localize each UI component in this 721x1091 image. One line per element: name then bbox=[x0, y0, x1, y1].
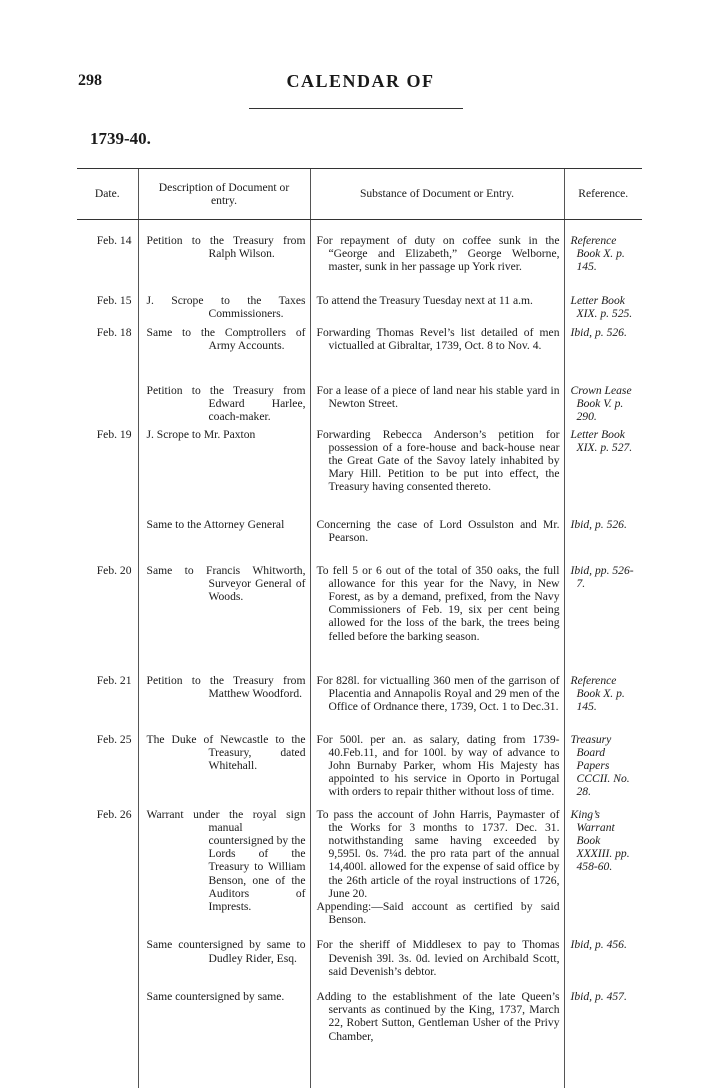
row-substance bbox=[310, 424, 564, 516]
row-reference bbox=[564, 662, 642, 723]
row-substance bbox=[310, 220, 564, 282]
table-row bbox=[77, 320, 642, 374]
row-date-text: Feb. 14 bbox=[96, 234, 132, 247]
row-description-text: Warrant under the royal sign manual countersigned by the Lords of the Treasury to William Benson, one of the Auditors of Imprests. bbox=[146, 807, 306, 913]
calendar-table bbox=[77, 168, 642, 1088]
table-row bbox=[77, 374, 642, 424]
row-substance bbox=[310, 516, 564, 554]
row-reference-text: King’s Warrant Book XXXIII. pp. 458-60. bbox=[570, 807, 630, 874]
row-substance bbox=[310, 662, 564, 723]
row-substance-text: Concerning the case of Lord Ossulston and Mr. Pearson. bbox=[316, 517, 560, 544]
row-substance bbox=[310, 320, 564, 374]
row-date bbox=[77, 978, 138, 1088]
column-header-date: Date. bbox=[77, 169, 138, 220]
row-reference-text: Letter Book XIX. p. 525. bbox=[570, 293, 633, 320]
row-reference bbox=[564, 516, 642, 554]
row-description bbox=[138, 374, 310, 424]
row-description bbox=[138, 554, 310, 662]
row-date-text: Feb. 26 bbox=[96, 807, 132, 821]
row-substance-text: For the sheriff of Middlesex to pay to Thomas Devenish 39l. 3s. 0d. levied on Archibald Scott, said Devenish’s debtor. bbox=[316, 938, 560, 978]
row-description-text: Petition to the Treasury from Ralph Wilson. bbox=[146, 234, 306, 261]
row-description-text: J. Scrope to the Taxes Commissioners. bbox=[146, 293, 306, 320]
table-row bbox=[77, 220, 642, 282]
row-reference bbox=[564, 220, 642, 282]
row-substance bbox=[310, 926, 564, 978]
row-reference bbox=[564, 282, 642, 320]
row-date-text: Feb. 20 bbox=[96, 563, 132, 577]
row-date bbox=[77, 723, 138, 808]
row-reference-text: Letter Book XIX. p. 527. bbox=[570, 427, 633, 454]
row-reference bbox=[564, 723, 642, 808]
row-description-text: Same countersigned by same. bbox=[146, 989, 285, 1003]
row-description-text: Same countersigned by same to Dudley Rider, Esq. bbox=[146, 938, 306, 965]
table-row bbox=[77, 723, 642, 808]
row-date bbox=[77, 424, 138, 516]
row-reference-text: Ibid, p. 456. bbox=[570, 938, 627, 952]
row-date bbox=[77, 926, 138, 978]
row-substance-text: For repayment of duty on coffee sunk in the “George and Elizabeth,” George Welborne, master, sunk in her passage up York river. bbox=[316, 234, 560, 274]
row-reference bbox=[564, 978, 642, 1088]
row-description bbox=[138, 808, 310, 927]
row-date-text: Feb. 21 bbox=[96, 673, 132, 687]
row-substance-text: To fell 5 or 6 out of the total of 350 oaks, the full allowance for this year for the Navy, in New Forest, as by a demand, prefixed, from the Navy Commissioners of Feb. 19, six per cent being allowed for the loss of the bark, the trees being felled before the barking season. bbox=[316, 563, 560, 643]
row-substance-text: Forwarding Rebecca Anderson’s petition for possession of a fore-house and back-house near the Great Gate of the Savoy lately inhabited by Mary Hill. Petition to be put into effect, the Treasury having consented thereto. bbox=[316, 427, 560, 494]
row-reference-text: Ibid, p. 526. bbox=[570, 325, 627, 339]
row-reference-text: Ibid, p. 526. bbox=[570, 517, 627, 531]
table-row bbox=[77, 516, 642, 554]
column-header-description: Description of Document or entry. bbox=[138, 169, 310, 220]
row-reference bbox=[564, 424, 642, 516]
row-substance-text: For a lease of a piece of land near his stable yard in Newton Street. bbox=[316, 383, 560, 411]
row-description bbox=[138, 320, 310, 374]
row-date-text: Feb. 18 bbox=[96, 325, 132, 339]
row-date bbox=[77, 220, 138, 282]
table-row bbox=[77, 662, 642, 723]
row-reference bbox=[564, 926, 642, 978]
row-substance bbox=[310, 723, 564, 808]
row-description bbox=[138, 282, 310, 320]
row-reference bbox=[564, 320, 642, 374]
row-date bbox=[77, 320, 138, 374]
row-reference bbox=[564, 808, 642, 927]
row-substance bbox=[310, 554, 564, 662]
row-description-text: Same to Francis Whitworth, Surveyor General of Woods. bbox=[146, 563, 306, 603]
table-row bbox=[77, 424, 642, 516]
table-row bbox=[77, 554, 642, 662]
row-date bbox=[77, 516, 138, 554]
row-description-text: Petition to the Treasury from Matthew Woodford. bbox=[146, 673, 306, 700]
row-reference-text: Ibid, pp. 526-7. bbox=[570, 563, 634, 590]
row-date bbox=[77, 808, 138, 927]
row-description bbox=[138, 723, 310, 808]
table-header-row bbox=[77, 169, 642, 220]
table-row bbox=[77, 282, 642, 320]
row-reference-text: Treasury Board Papers CCCII. No. 28. bbox=[570, 732, 630, 799]
column-header-reference: Reference. bbox=[564, 169, 642, 220]
row-substance-text: Adding to the establishment of the late Queen’s servants as continued by the King, 1737, March 22, Robert Sutton, Gentleman Usher of the Privy Chamber, bbox=[316, 989, 560, 1043]
row-substance-text: To attend the Treasury Tuesday next at 11 a.m. bbox=[316, 293, 533, 307]
row-substance-text: To pass the account of John Harris, Paymaster of the Works for 3 months to 1737. Dec. 31. notwithstanding same having exceeded by 9,595l. 0s. 7¼d. the pro rata part of the annual 14,400l. allowed for the expense of said office by the 26th article of the royal instructions of 1726, June 20. bbox=[316, 807, 560, 900]
row-description bbox=[138, 978, 310, 1088]
row-description bbox=[138, 220, 310, 282]
row-substance-text: For 500l. per an. as salary, dating from 1739-40.Feb.11, and for 100l. by way of advance to John Burnaby Parker, whom His Majesty has appointed to his service in Oporto in Portugal with orders to repair thither without loss of time. bbox=[316, 732, 560, 799]
row-date bbox=[77, 374, 138, 424]
row-substance bbox=[310, 808, 564, 927]
page-number: 298 bbox=[78, 72, 102, 89]
row-date-text: Feb. 19 bbox=[96, 427, 132, 441]
table-row bbox=[77, 926, 642, 978]
row-substance-text: Forwarding Thomas Revel’s list detailed of men victualled at Gibraltar, 1739, Oct. 8 to Nov. 4. bbox=[316, 325, 560, 353]
row-reference-text: Reference Book X. p. 145. bbox=[570, 234, 625, 274]
row-description-text: J. Scrope to Mr. Paxton bbox=[146, 427, 256, 441]
row-description bbox=[138, 662, 310, 723]
table-row bbox=[77, 808, 642, 927]
row-description bbox=[138, 926, 310, 978]
row-appending-text: Appending:—Said account as certified by said Benson. bbox=[316, 899, 560, 927]
row-description-text: Same to the Attorney General bbox=[146, 517, 285, 531]
row-reference bbox=[564, 554, 642, 662]
row-description bbox=[138, 424, 310, 516]
row-description bbox=[138, 516, 310, 554]
row-date bbox=[77, 662, 138, 723]
row-date-text: Feb. 25 bbox=[96, 732, 132, 746]
row-date-text: Feb. 15 bbox=[96, 293, 132, 307]
row-description-text: Same to the Comptrollers of Army Accounts. bbox=[146, 325, 306, 353]
table-row bbox=[77, 978, 642, 1088]
row-description-text: The Duke of Newcastle to the Treasury, dated Whitehall. bbox=[146, 732, 306, 772]
row-substance bbox=[310, 978, 564, 1088]
column-header-substance: Substance of Document or Entry. bbox=[310, 169, 564, 220]
row-substance bbox=[310, 374, 564, 424]
row-date bbox=[77, 554, 138, 662]
row-description-text: Petition to the Treasury from Edward Harlee, coach-maker. bbox=[146, 383, 306, 424]
row-substance bbox=[310, 282, 564, 320]
running-title: CALENDAR OF bbox=[286, 71, 435, 91]
row-reference-text: Reference Book X. p. 145. bbox=[570, 673, 625, 713]
header-rule bbox=[249, 108, 463, 109]
row-date bbox=[77, 282, 138, 320]
row-reference bbox=[564, 374, 642, 424]
year-heading: 1739-40. bbox=[90, 129, 151, 148]
row-substance-text: For 828l. for victualling 360 men of the garrison of Placentia and Annapolis Royal and 29 men of the Office of Ordnance there, 1739, Oct. 1 to Dec.31. bbox=[316, 673, 560, 713]
row-reference-text: Ibid, p. 457. bbox=[570, 989, 627, 1003]
row-reference-text: Crown Lease Book V. p. 290. bbox=[570, 383, 632, 424]
